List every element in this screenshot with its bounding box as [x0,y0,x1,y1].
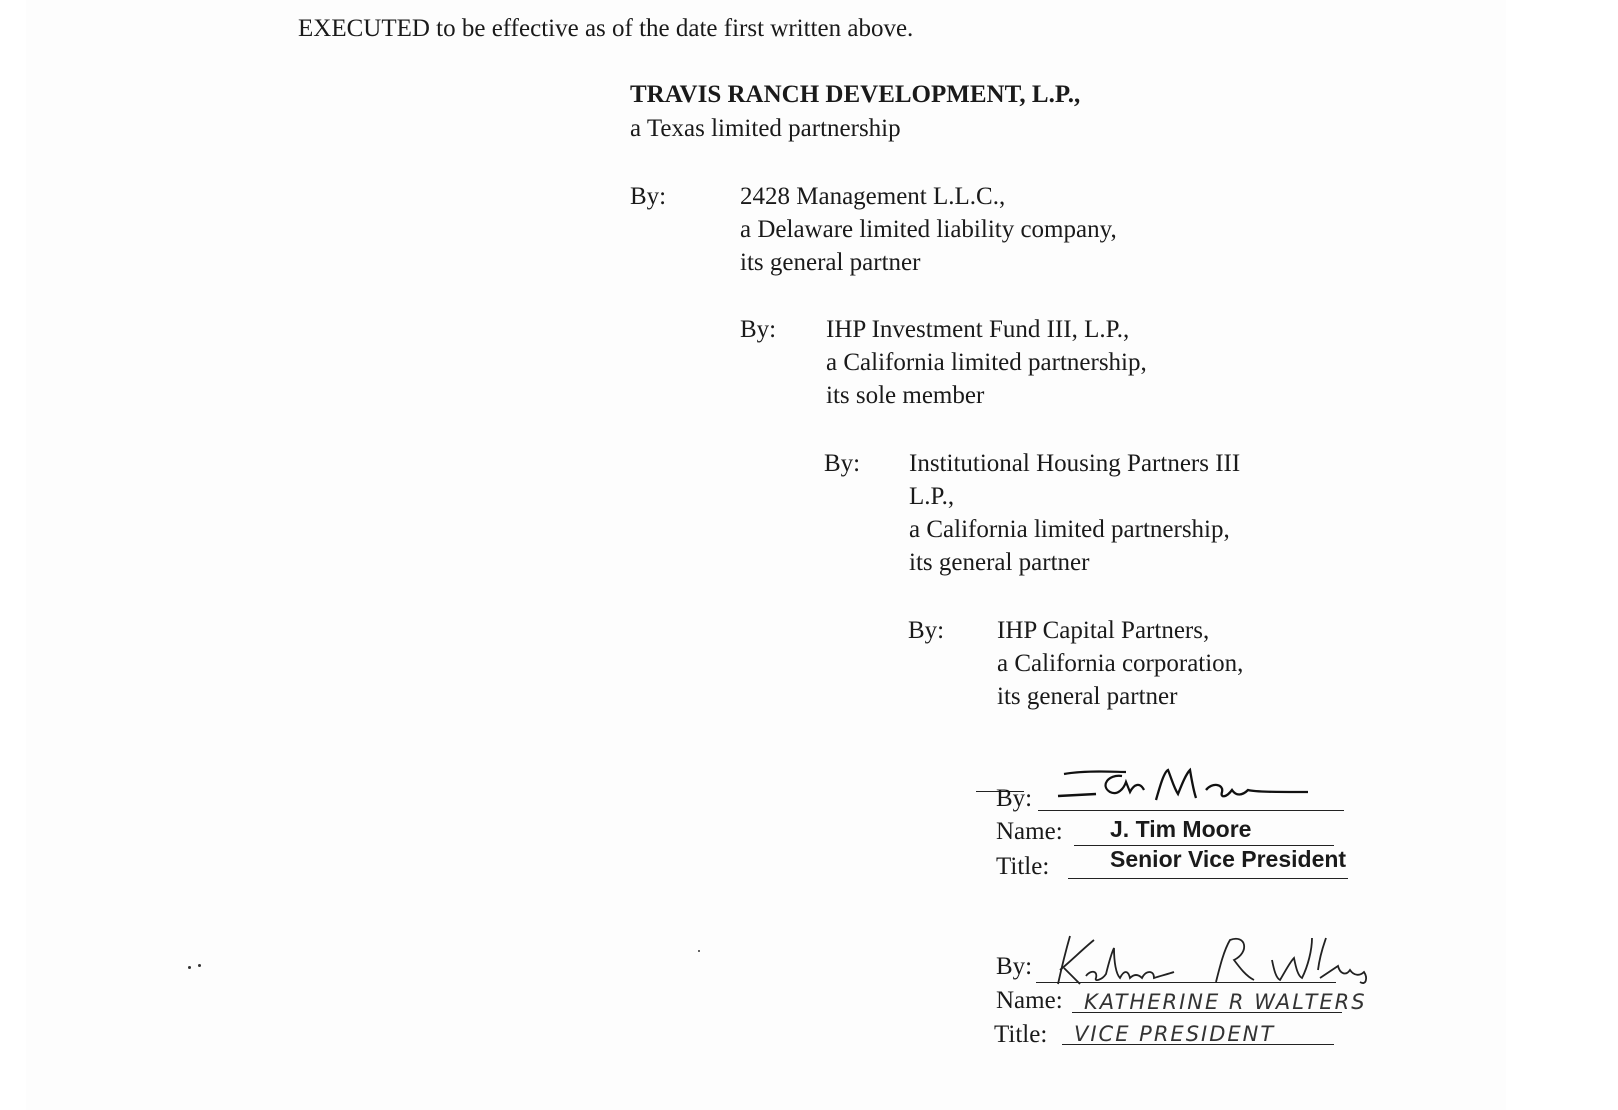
level-4-line-1: IHP Capital Partners, [997,617,1210,644]
signatory-1-title-label: Title: [996,853,1050,880]
level-3-line-4: its general partner [909,549,1090,576]
signatory-2-title: VICE PRESIDENT [1074,1022,1276,1046]
scan-speck [188,966,191,969]
by-label-level-2: By: [740,316,777,343]
scan-speck [698,950,700,952]
level-3-line-2: L.P., [909,483,955,510]
level-4-line-2: a California corporation, [997,650,1244,677]
level-4-line-3: its general partner [997,683,1178,710]
by-label-level-4: By: [908,617,945,644]
by-label-level-3: By: [824,450,861,477]
level-1-line-1: 2428 Management L.L.C., [740,183,1006,210]
executed-clause: EXECUTED to be effective as of the date first written above. [298,15,914,42]
signatory-1-by-label: By: [996,785,1033,812]
signatory-2-name-label: Name: [996,987,1063,1014]
signatory-2-title-label: Title: [994,1021,1048,1048]
signature-2-handwriting [1050,930,1390,988]
level-1-line-2: a Delaware limited liability company, [740,216,1117,243]
signatory-1-name: J. Tim Moore [1110,816,1252,842]
level-2-line-3: its sole member [826,382,985,409]
level-1-line-3: its general partner [740,249,921,276]
signatory-1-title-line [1068,878,1348,879]
by-label-level-1: By: [630,183,667,210]
document-page [26,0,1506,1110]
entity-description: a Texas limited partnership [630,115,901,142]
level-3-line-3: a California limited partnership, [909,516,1230,543]
signatory-1-title: Senior Vice President [1110,846,1347,872]
level-3-line-1: Institutional Housing Partners III [909,450,1241,477]
entity-name: TRAVIS RANCH DEVELOPMENT, L.P., [630,81,1081,108]
signatory-1-name-label: Name: [996,818,1063,845]
signatory-2-by-label: By: [996,953,1033,980]
signatory-2-name: KATHERINE R WALTERS [1084,990,1367,1014]
signature-1-handwriting [1056,766,1316,810]
signatory-1-signature-line [1038,810,1344,811]
level-2-line-2: a California limited partnership, [826,349,1147,376]
level-2-line-1: IHP Investment Fund III, L.P., [826,316,1130,343]
scan-speck [198,964,201,967]
